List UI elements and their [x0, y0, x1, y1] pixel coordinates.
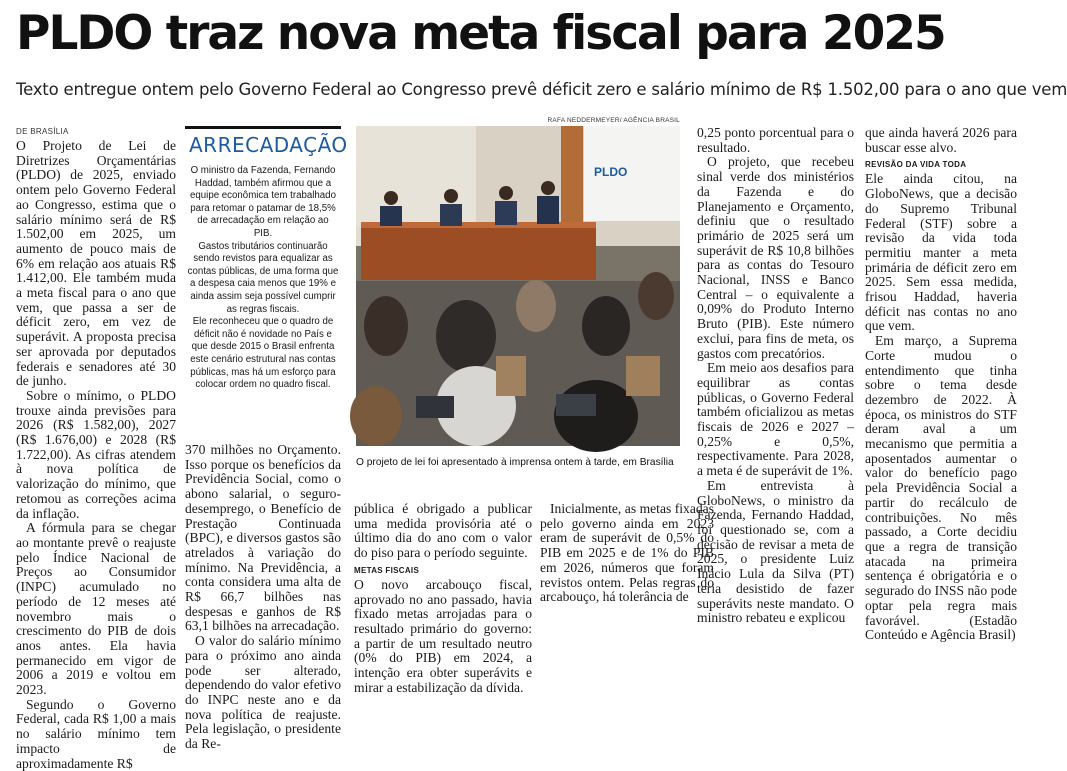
- sidebar-paragraph: O ministro da Fazenda, Fernando Haddad, também afirmou que a equipe econômica tem trabalhado para retomar o patamar de 18,5% de arrecadação em relação ao PIB.: [190, 165, 336, 239]
- paragraph: O projeto, que recebeu sinal verde dos ministérios da Fazenda e do Planejamento e Orçamento, definiu que o resultado primário de 2025 será um superávit de R$ 10,8 bilhões para as contas do Tesouro Nacional, INSS e Banco Central – o equivalente a 0,09% do Produto Interno Bruto (PIB). Este número exclui, para fins de meta, os gastos com precatórios.: [697, 154, 854, 361]
- sidebar-rule: [185, 126, 341, 129]
- article-column-3: [354, 502, 532, 695]
- paragraph: 0,25 ponto porcentual para o resultado.: [697, 125, 854, 155]
- article-column-6: [865, 126, 1017, 643]
- paragraph: O Projeto de Lei de Diretrizes Orçamentárias (PLDO) de 2025, enviado ontem pelo Governo Federal ao Congresso, estima que o salário mínimo será de R$ 1.502,00 em 2025, um aumento de pouco mais de 6% em relação aos atuais R$ 1.412,00. Ele também muda a meta fiscal para o ano que vem, que passa a ser de déficit zero, em vez de superávit. A proposta precisa ser aprovada por deputados federais e senadores até 30 de junho.: [16, 138, 176, 389]
- paragraph: Em março, a Suprema Corte mudou o entendimento que tinha sobre o tema desde dezembro de 2022. À época, os ministros do STF deram aval a um mecanismo que permitia a aposentados aumentar o valor do benefício pago pela Previdência Social a partir do recálculo de contribuições. No mês passado, a Corte decidiu que a regra de transição atacada na primeira sentença é obrigatória e o segurado do INSS não pode optar pela regra mais favorável. (Estadão Conteúdo e Agência Brasil): [865, 333, 1017, 643]
- sidebar-paragraph: Ele reconheceu que o quadro de déficit não é novidade no País e que desde 2015 o Brasil enfrenta este cenário estrutural nas contas públicas, mas há um esforço para colocar ordem no quadro fiscal.: [190, 316, 336, 391]
- section-heading-revisao: REVISÃO DA VIDA TODA: [865, 160, 967, 170]
- paragraph: Ele ainda citou, na GloboNews, que a decisão do Supremo Tribunal Federal (STF) sobre a revisão da vida toda permitiu manter a meta primária de déficit zero em 2025. Sem essa medida, frisou Haddad, haveria déficit nas contas no ano que vem.: [865, 171, 1017, 334]
- article-column-2: [185, 443, 341, 752]
- photo-credit: RAFA NEDDERMEYER/ AGÊNCIA BRASIL: [547, 117, 680, 124]
- sidebar-title: ARRECADAÇÃO: [189, 133, 348, 157]
- subheadline: Texto entregue ontem pelo Governo Federal ao Congresso prevê déficit zero e salário mínimo de R$ 1.502,00 para o ano que vem: [16, 80, 1067, 99]
- paragraph: Em meio aos desafios para equilibrar as contas públicas, o Governo Federal também oficializou as metas fiscais de 2026 e 2027 – 0,25% e 0,5%, respectivamente. Para 2028, a meta é de superávit de 1%.: [697, 360, 854, 479]
- article-column-5: [697, 126, 854, 626]
- paragraph: O novo arcabouço fiscal, aprovado no ano passado, havia fixado metas arrojadas para o resultado primário do governo: a partir de um resultado neutro (0% do PIB) em 2024, a intenção era obter superávits e mirar a estabilização da dívida.: [354, 576, 532, 695]
- article-column-1: [16, 126, 176, 771]
- article-column-4: [540, 502, 714, 605]
- paragraph: Segundo o Governo Federal, cada R$ 1,00 a mais no salário mínimo tem impacto de aproximadamente R$: [16, 696, 176, 771]
- sidebar-body: [185, 165, 341, 392]
- paragraph: Em entrevista à GloboNews, o ministro da Fazenda, Fernando Haddad, foi questionado se, com a decisão de revisar a meta de 2025, o presidente Luiz Inácio Lula da Silva (PT) teria desistido de fazer superávits neste mandato. O ministro rebateu e explicou: [697, 477, 854, 626]
- sidebar-box-arrecadacao: [185, 126, 348, 411]
- photo-caption: O projeto de lei foi apresentado à imprensa ontem à tarde, em Brasília: [356, 457, 674, 468]
- paragraph: Inicialmente, as metas fixadas pelo governo ainda em 2023 eram de superávit de 0,5% do PIB em 2025 e de 1% do PIB em 2026, números que foram revistos ontem. Pelas regras do arcabouço, há tolerância de: [540, 501, 714, 605]
- paragraph: pública é obrigado a publicar uma medida provisória até o último dia do ano com o valor do piso para o período seguinte.: [354, 501, 532, 561]
- headline: PLDO traz nova meta fiscal para 2025: [16, 6, 945, 61]
- paragraph: O valor do salário mínimo para o próximo ano ainda pode ser alterado, dependendo do valor efetivo do INPC neste ano e da nova política de reajuste. Pela legislação, o presidente da Re-: [185, 633, 341, 752]
- paragraph: A fórmula para se chegar ao montante prevê o reajuste pelo Índice Nacional de Preços ao Consumidor (INPC) acumulado no período de 12 meses até novembro mais o crescimento do PIB de dois anos antes. Ela havia permanecido em vigor de 2006 a 2019 e voltou em 2023.: [16, 520, 176, 698]
- paragraph: 370 milhões no Orçamento. Isso porque os benefícios da Previdência Social, como o abono salarial, o seguro-desemprego, o Benefício de Prestação Continuada (BPC), e diversos gastos são atrelados à variação do mínimo. Na Previdência, a conta considera uma alta de R$ 66,7 bilhões nas despesas e ganhos de R$ 63,1 bilhões na arrecadação.: [185, 442, 341, 634]
- press-conference-photo: [356, 126, 680, 446]
- dateline: DE BRASÍLIA: [16, 127, 69, 136]
- section-heading-metas-fiscais: METAS FISCAIS: [354, 565, 420, 575]
- paragraph: que ainda haverá 2026 para buscar esse alvo.: [865, 125, 1017, 155]
- paragraph: Sobre o mínimo, o PLDO trouxe ainda previsões para 2026 (R$ 1.582,00), 2027 (R$ 1.676,00) e 2028 (R$ 1.722,00). As cifras atendem à nova política de valorização do mínimo, que retomou as correções acima da inflação.: [16, 387, 176, 521]
- screen-label: PLDO: [594, 165, 628, 179]
- sidebar-paragraph: Gastos tributários continuarão sendo revistos para equalizar as contas públicas, de uma forma que a despesa caia menos que 19% e ainda assim seja possível cumprir as regras fiscais.: [187, 240, 339, 315]
